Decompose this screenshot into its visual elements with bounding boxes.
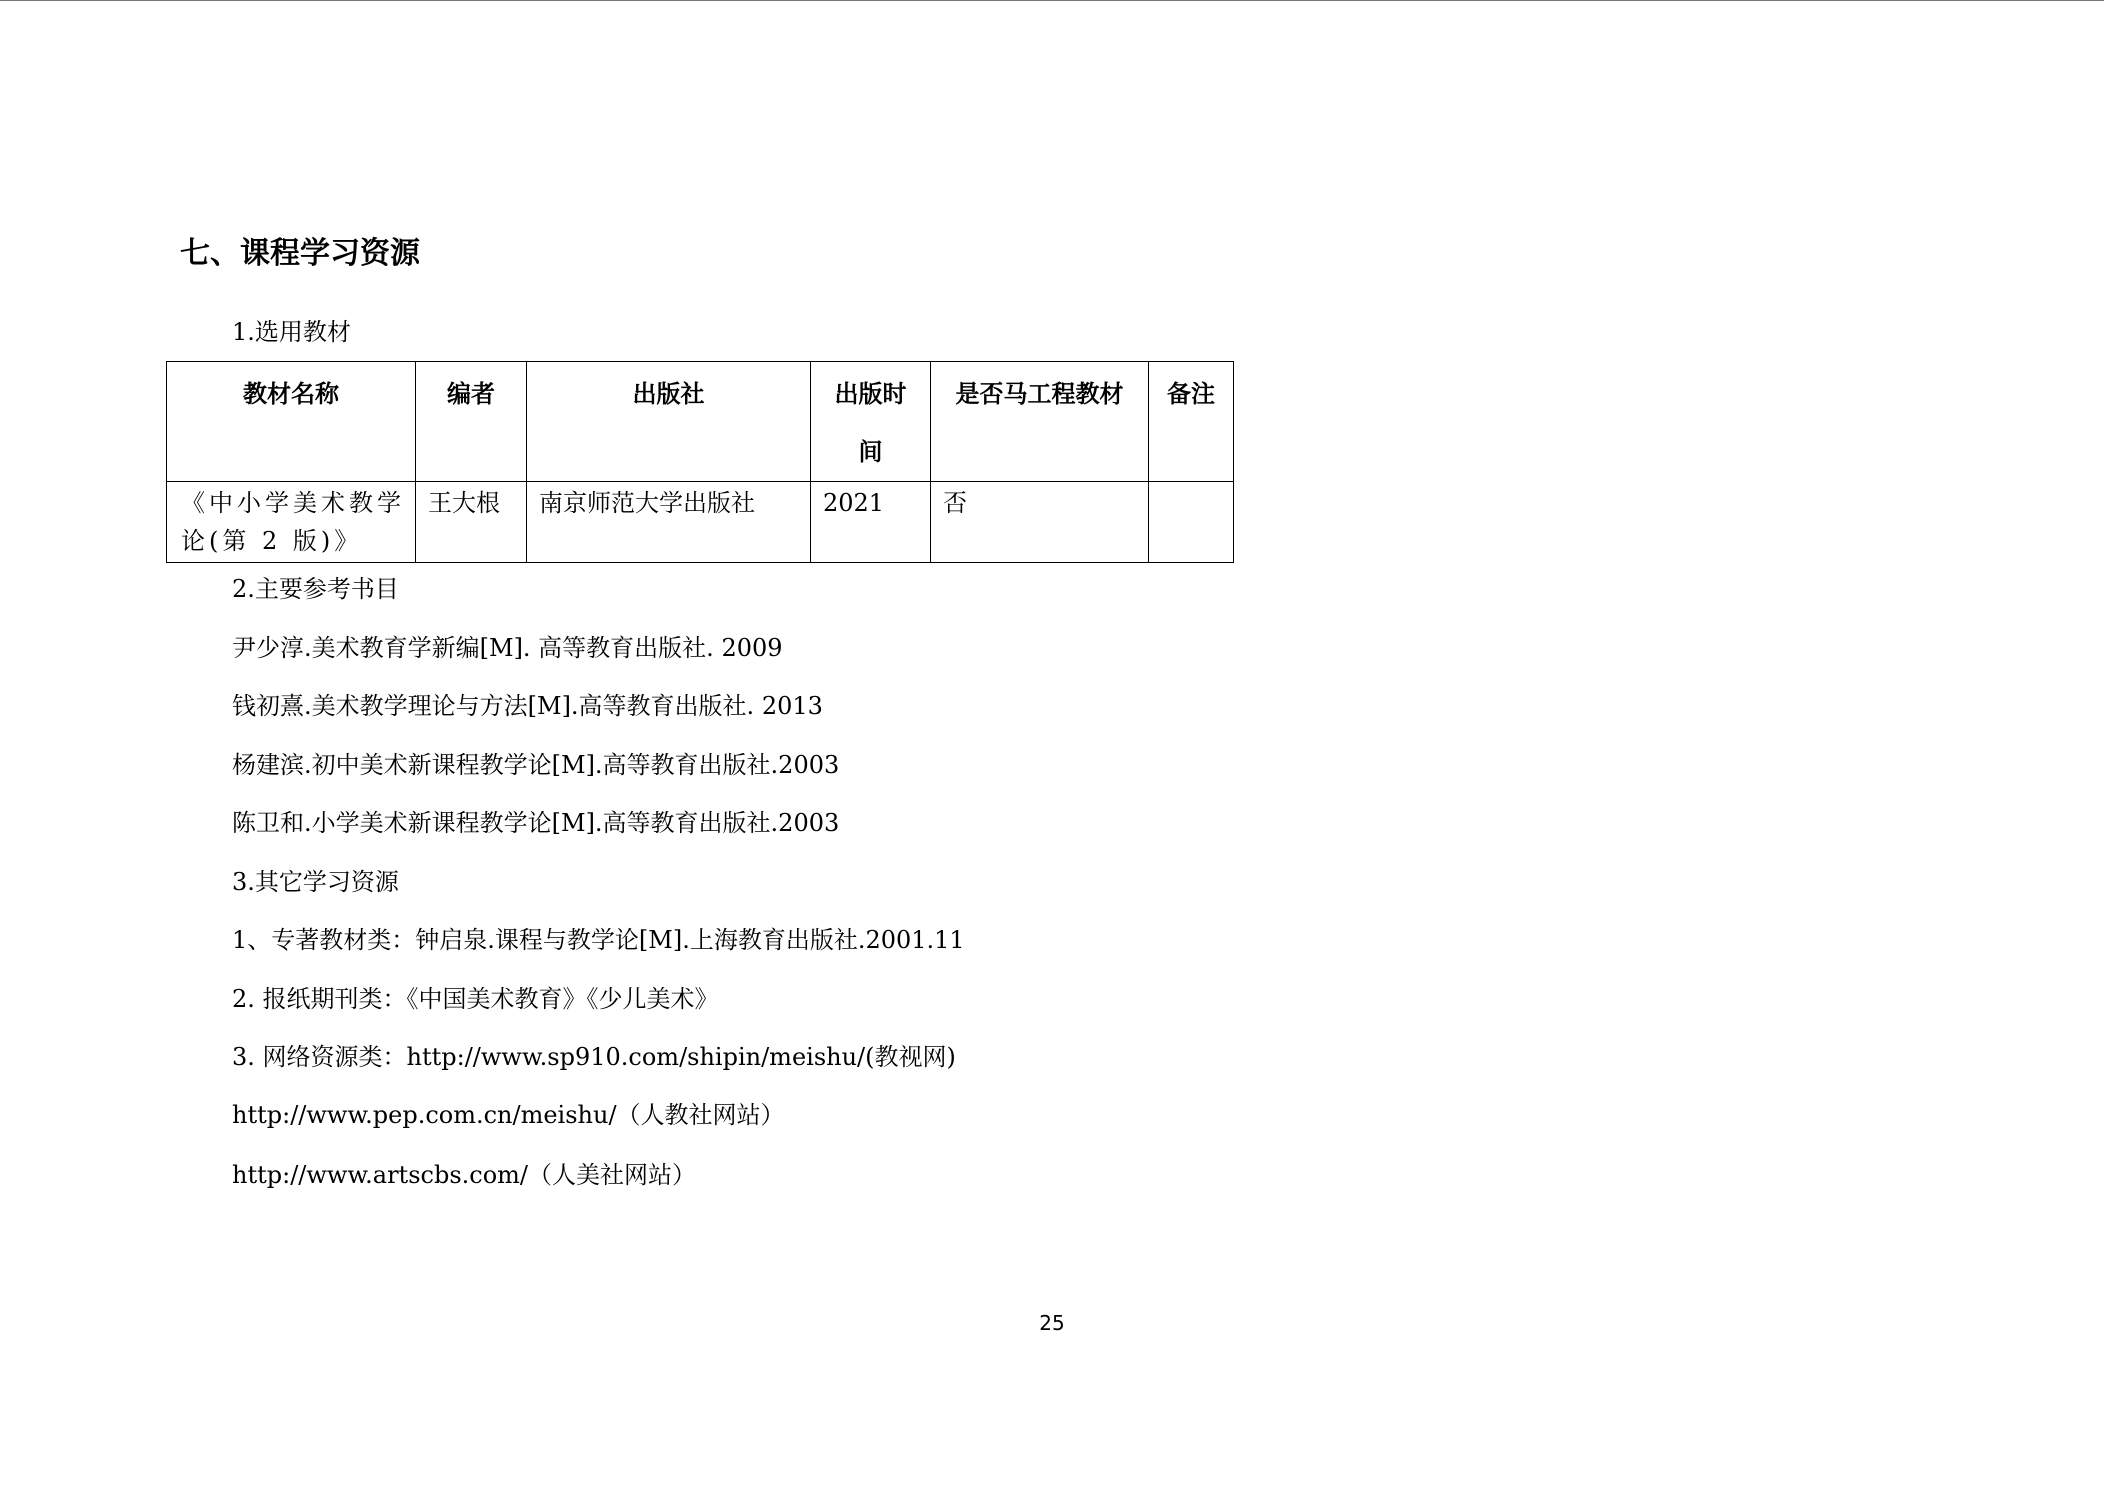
section-heading: 七、课程学习资源: [180, 236, 420, 271]
cell-remark: [1149, 482, 1234, 563]
reference-item: 陈卫和.小学美术新课程教学论[M].高等教育出版社.2003: [232, 809, 840, 837]
reference-item: 杨建滨.初中美术新课程教学论[M].高等教育出版社.2003: [232, 751, 840, 779]
column-header-title: 教材名称: [167, 362, 416, 482]
column-header-publisher: 出版社: [527, 362, 811, 482]
references-subheading: 2.主要参考书目: [232, 575, 399, 603]
column-header-mgc-flag: 是否马工程教材: [931, 362, 1149, 482]
reference-item: 钱初熹.美术教学理论与方法[M].高等教育出版社. 2013: [232, 692, 823, 720]
textbooks-subheading: 1.选用教材: [232, 318, 351, 346]
table-header-row: [167, 362, 1234, 482]
cell-editor: 王大根: [416, 482, 527, 563]
column-header-editor: 编者: [416, 362, 527, 482]
other-resources-subheading: 3.其它学习资源: [232, 868, 399, 896]
reference-item: 尹少淳.美术教育学新编[M]. 高等教育出版社. 2009: [232, 634, 783, 662]
resource-item: 2. 报纸期刊类：《中国美术教育》《少儿美术》: [232, 985, 719, 1013]
table-row: [167, 482, 1234, 563]
resource-item: 1、专著教材类：钟启泉.课程与教学论[M].上海教育出版社.2001.11: [232, 926, 965, 954]
textbooks-table: [166, 361, 1234, 563]
resource-item-link: 3. 网络资源类：http://www.sp910.com/shipin/meishu/(教视网): [232, 1043, 956, 1071]
resource-item-link: http://www.pep.com.cn/meishu/（人教社网站）: [232, 1101, 785, 1129]
resource-item-link: http://www.artscbs.com/（人美社网站）: [232, 1161, 697, 1189]
column-header-publish-year: 出版时间: [811, 362, 931, 482]
cell-title: 《中小学美术教学论(第 2 版)》: [167, 482, 416, 563]
page-top-border: [0, 0, 2104, 1]
column-header-remark: 备注: [1149, 362, 1234, 482]
cell-publisher: 南京师范大学出版社: [527, 482, 811, 563]
page-number: 25: [1039, 1311, 1065, 1335]
cell-year: 2021: [811, 482, 931, 563]
cell-mgc-flag: 否: [931, 482, 1149, 563]
